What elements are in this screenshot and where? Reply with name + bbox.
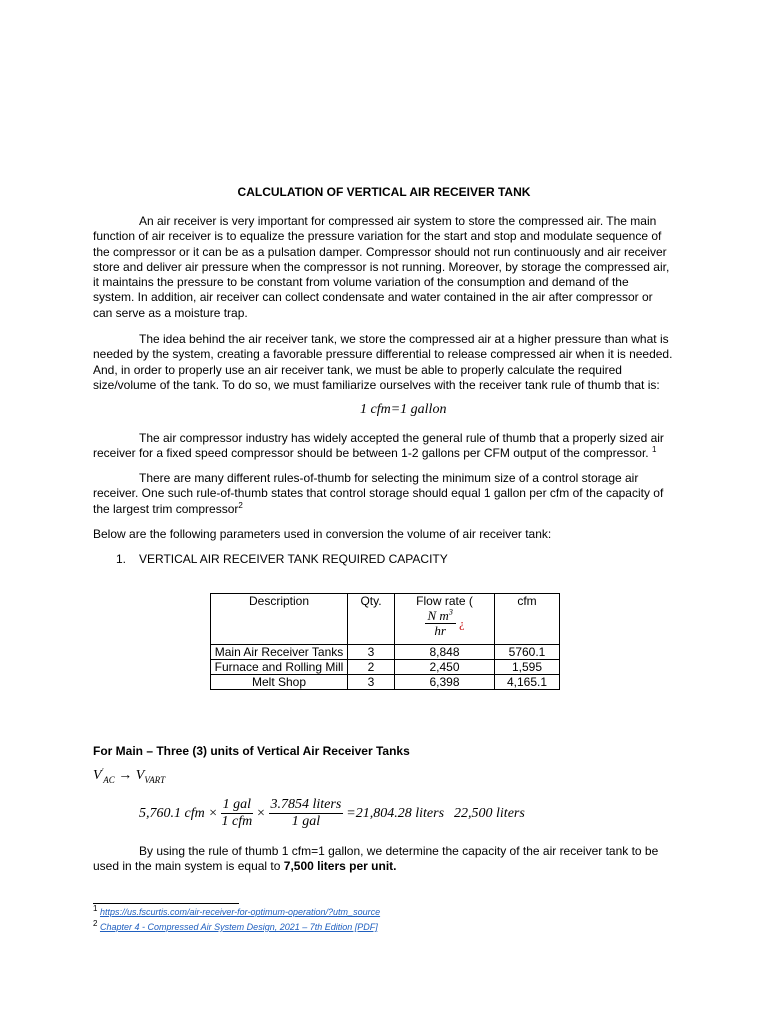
volume-right-symbol: V: [135, 768, 145, 783]
footnote-ref-2[interactable]: 2: [238, 500, 243, 510]
list-item: [116, 552, 448, 566]
paragraph-intro: [93, 214, 673, 321]
conversion-equation: [139, 797, 525, 830]
paragraph-conclusion: [93, 844, 673, 875]
cell-cfm: 5760.1: [495, 645, 560, 660]
fraction-liters-numerator: 3.7854 liters: [270, 797, 342, 812]
flow-unit-denominator: hr: [434, 623, 446, 638]
conversion-rounded: 22,500 liters: [454, 805, 525, 821]
footnote-1: [93, 904, 381, 917]
footnote-link[interactable]: Chapter 4 - Compressed Air System Design, 2021 – 7th Edition [PDF]: [99, 922, 378, 932]
fraction-gal-numerator: 1 gal: [222, 797, 252, 812]
cell-cfm: 1,595: [495, 660, 560, 675]
list-number: 1.: [116, 552, 127, 566]
capacity-result: 7,500 liters per unit.: [283, 859, 397, 874]
cell-flow-rate: 6,398: [395, 675, 495, 690]
paragraph-conclusion-text: By using the rule of thumb 1 cfm=1 gallon, we determine the capacity of the air receiver tank to be used in the main system is equal to: [93, 844, 659, 874]
document-title: CALCULATION OF VERTICAL AIR RECEIVER TANK: [237, 185, 531, 199]
cell-description: Furnace and Rolling Mill: [211, 660, 348, 675]
fraction-liters-denominator: 1 gal: [291, 814, 321, 829]
paragraph-rules-text: There are many different rules-of-thumb for selecting the minimum size of a control storage air receiver. One such rule-of-thumb states that control storage should equal 1 gallon per cfm of the capacity of the largest trim compressor: [93, 471, 664, 516]
header-cfm: cfm: [495, 594, 560, 645]
flow-unit-placeholder: ¿: [459, 616, 465, 631]
flow-unit-numerator: N m: [427, 608, 449, 623]
volume-right-subscript: VART: [144, 774, 166, 785]
conversion-start: 5,760.1 cfm ×: [139, 805, 218, 821]
flow-unit-exponent: 3: [448, 607, 453, 617]
flow-unit-fraction: [425, 609, 456, 638]
footnote-ref-1[interactable]: 1: [651, 445, 657, 455]
header-qty: Qty.: [348, 594, 395, 645]
footnote-link[interactable]: https://us.fscurtis.com/air-receiver-for-optimum-operation/?utm_source: [99, 907, 381, 917]
table-row: [211, 660, 560, 675]
table-row: [211, 675, 560, 690]
times-symbol: ×: [256, 805, 266, 821]
volume-left-subscript: AC: [103, 774, 115, 785]
footnote-number: 2: [93, 919, 98, 928]
fraction-liters-per-gal: [269, 797, 344, 830]
cell-flow-rate: 8,848: [395, 645, 495, 660]
footnote-number: 1: [93, 904, 98, 913]
paragraph-industry: [93, 431, 673, 462]
table-row: [211, 645, 560, 660]
paragraph-rules: [93, 471, 673, 517]
fraction-gal-per-cfm: [221, 797, 253, 830]
arrow-symbol: →: [118, 768, 133, 783]
capacity-table: [210, 593, 560, 690]
list-text: VERTICAL AIR RECEIVER TANK REQUIRED CAPACITY: [139, 552, 448, 566]
rule-of-thumb-equation: 1 cfm=1 gallon: [360, 402, 447, 417]
cell-flow-rate: 2,450: [395, 660, 495, 675]
fraction-gal-denominator: 1 cfm: [221, 814, 253, 829]
cell-description: Melt Shop: [211, 675, 348, 690]
cell-description: Main Air Receiver Tanks: [211, 645, 348, 660]
cell-qty: 3: [348, 645, 395, 660]
footnote-2: [93, 919, 378, 932]
cell-qty: 3: [348, 675, 395, 690]
paragraph-industry-text: The air compressor industry has widely accepted the general rule of thumb that a properly sized air receiver for a fixed speed compressor should be between 1-2 gallons per CFM output of the compressor.: [93, 431, 664, 461]
cell-qty: 2: [348, 660, 395, 675]
paragraph-intro-text: An air receiver is very important for compressed air system to store the compressed air. The main function of air receiver is to equalize the pressure variation for the start and stop and modulate sequence of the compressor or it can be as a pulsation damper. Compressor should not run continuously and air receiver store and deliver air pressure when the compressor is not running. Moreover, by storage the compressed air, it maintains the pressure to be constant from volume variation of the consumption and demand of the system. In addition, air receiver can collect condensate and water contained in the air after compressor or can serve as a moisture trap.: [93, 214, 670, 320]
paragraph-idea: [93, 332, 673, 393]
header-description: Description: [211, 594, 348, 645]
header-flow-rate: [395, 594, 495, 645]
conversion-result: =21,804.28 liters: [346, 805, 445, 821]
paragraph-idea-text: The idea behind the air receiver tank, we store the compressed air at a higher pressure than what is needed by the system, creating a favorable pressure differential to release compressed air when it is needed. And, in order to properly use an air receiver tank, we must be able to properly calculate the required size/volume of the tank. To do so, we must familiarize ourselves with the receiver tank rule of thumb that is:: [93, 332, 673, 392]
cell-cfm: 4,165.1: [495, 675, 560, 690]
volume-relation-equation: [93, 768, 165, 785]
table-header-row: [211, 594, 560, 645]
volume-left-symbol: V: [93, 768, 102, 783]
header-flow-rate-label: Flow rate (: [416, 594, 473, 608]
volume-left-prime: ': [101, 766, 104, 776]
section-heading: For Main – Three (3) units of Vertical Air Receiver Tanks: [93, 744, 410, 758]
paragraph-parameters: Below are the following parameters used in conversion the volume of air receiver tank:: [93, 527, 552, 541]
footnote-separator: [93, 903, 239, 904]
